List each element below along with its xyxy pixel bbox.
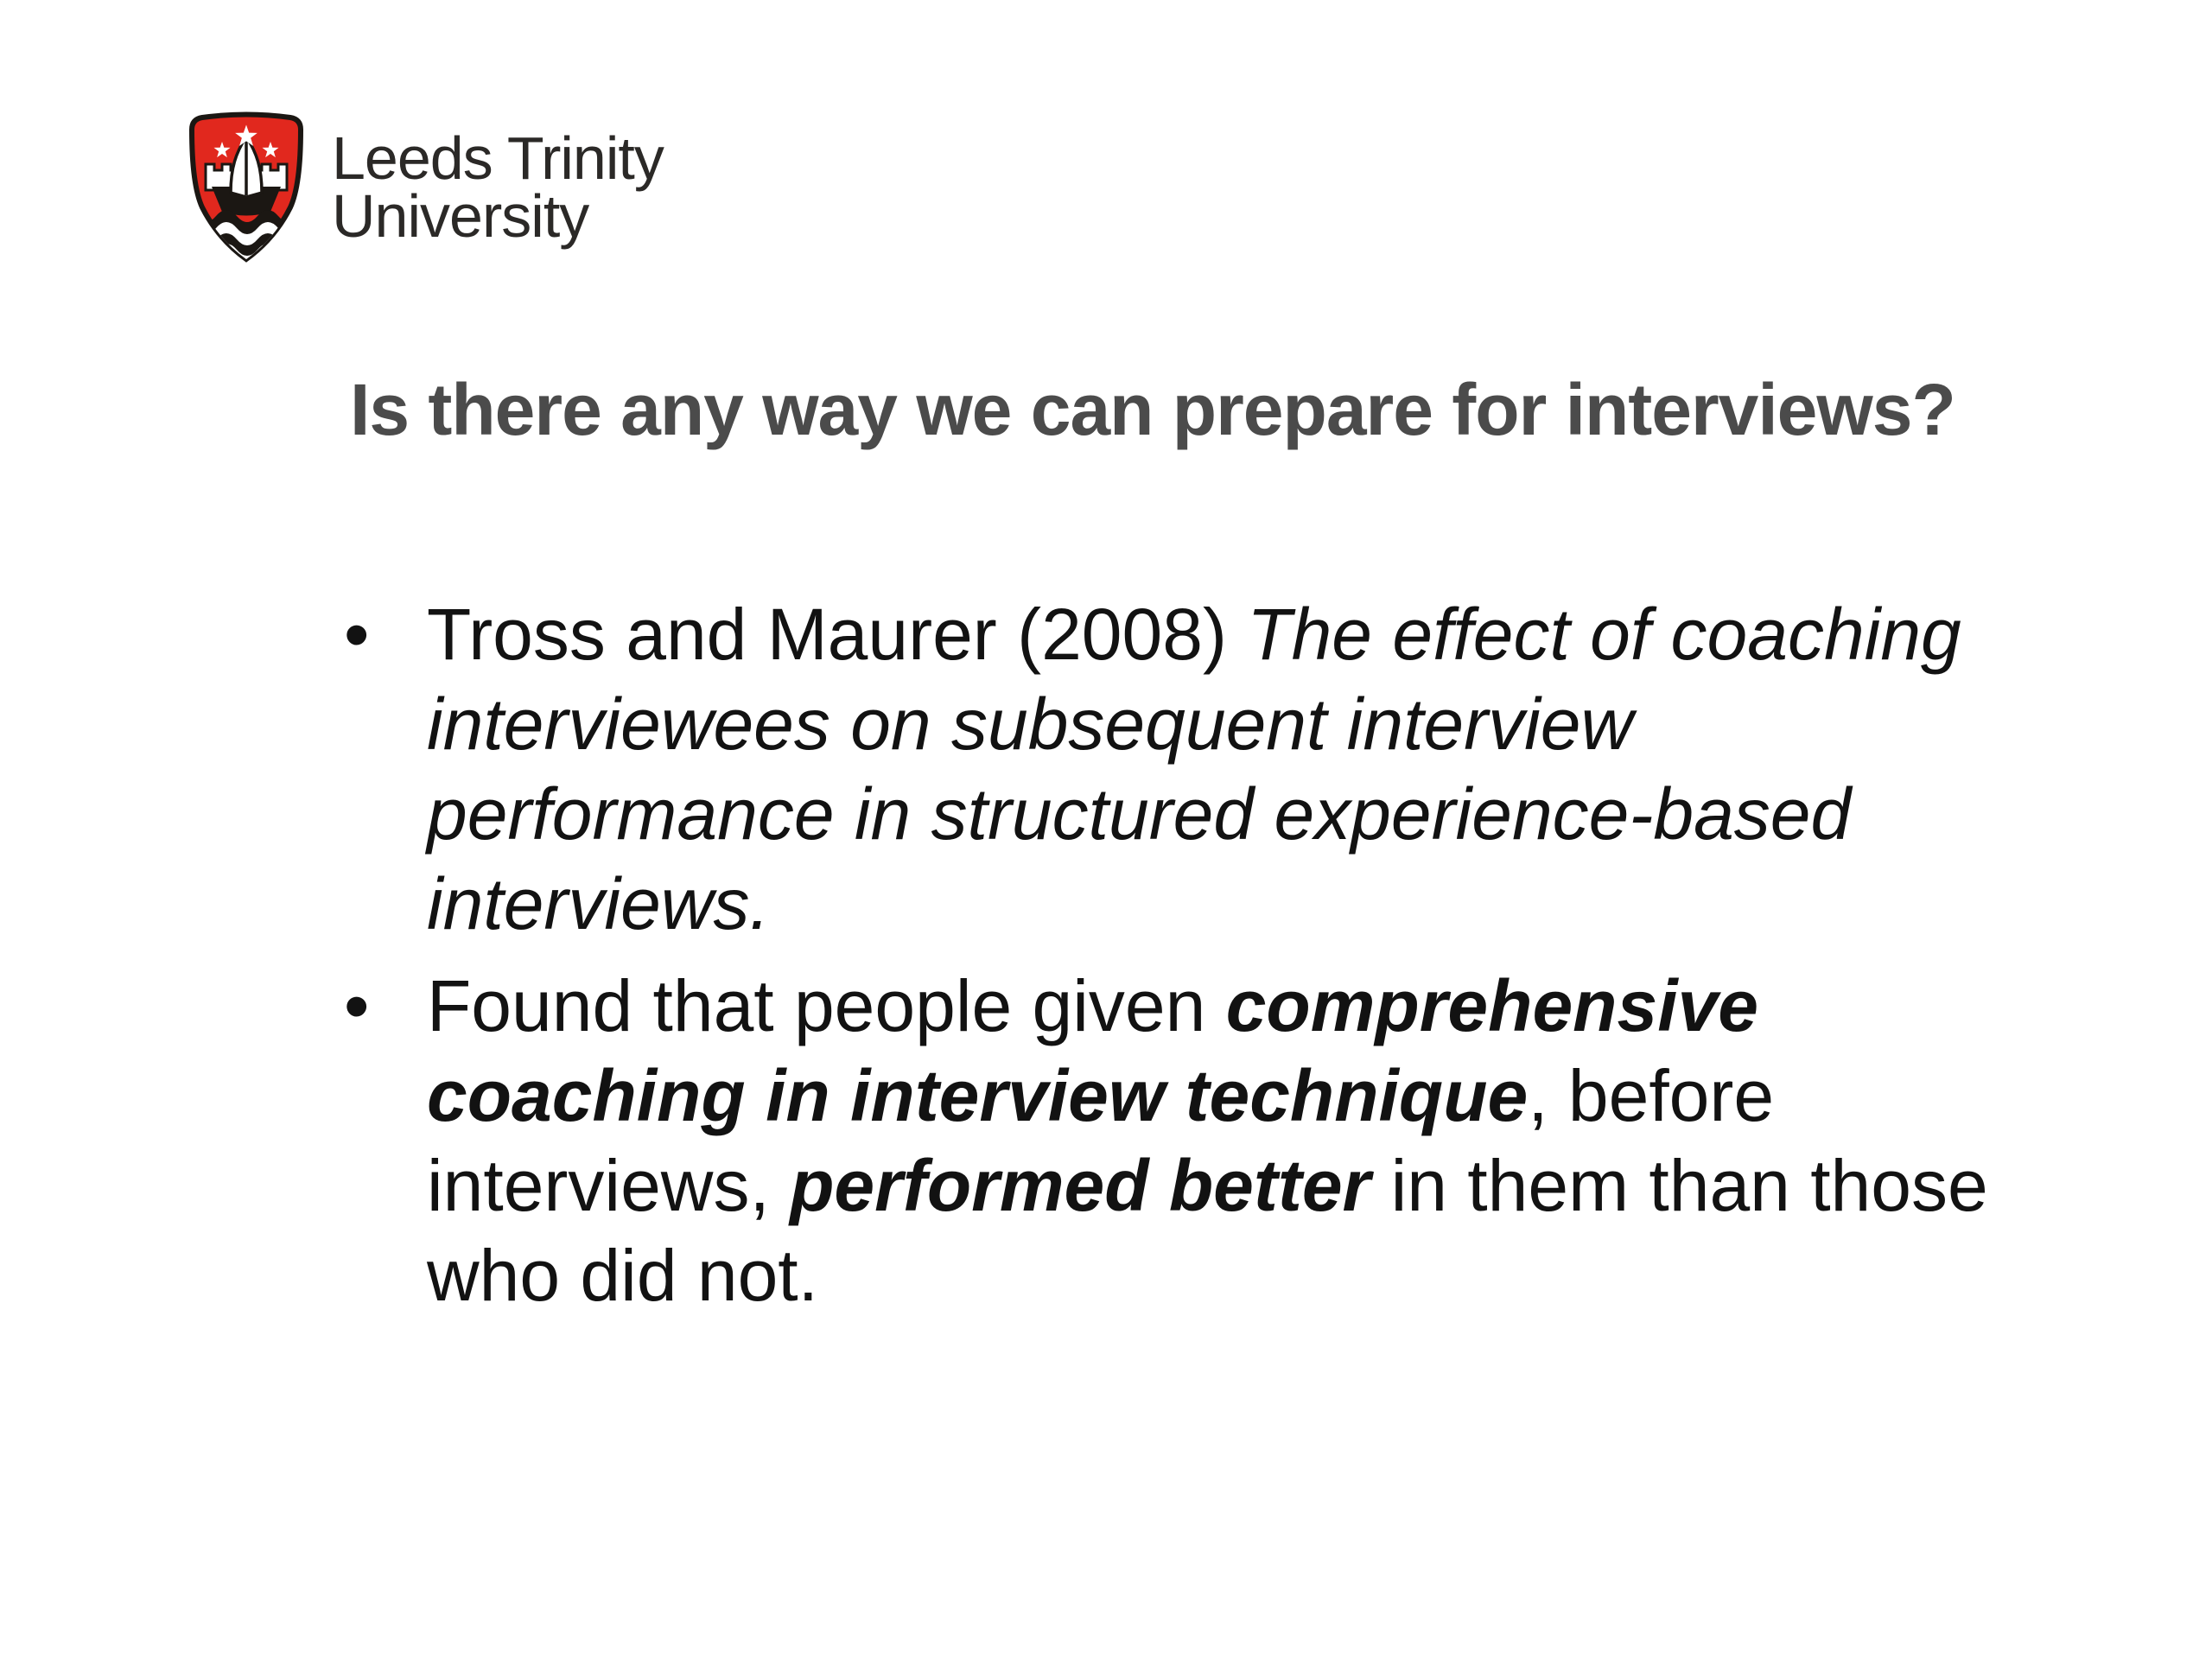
text-run: , before [1528,1055,1775,1136]
bullet-line [427,1141,1988,1230]
text-run: interviewees on subsequent interview [427,683,1634,765]
text-run: comprehensive [1225,965,1758,1046]
bullet-line [427,859,1961,949]
university-name [332,124,664,250]
bullet-text [427,589,1961,949]
text-run: in them than those [1370,1145,1988,1226]
bullet-list [344,589,1988,1320]
bullet-marker: • [344,965,370,1046]
text-run: who did not. [427,1235,818,1316]
text-run: interviews, [427,1145,791,1226]
text-run: interviews. [427,863,770,944]
bullet-line [427,679,1961,769]
bullet-item [344,961,1988,1320]
text-run: performance in structured experience-based [427,773,1852,855]
bullet-line [427,1230,1988,1320]
slide-title: Is there any way we can prepare for interviews? [350,369,1955,450]
text-run: Found that people given [427,965,1226,1046]
bullet-line [427,961,1988,1051]
university-crest-icon [183,111,309,264]
bullet-text [427,961,1988,1320]
university-name-line-1: Leeds Trinity [332,124,664,192]
university-logo [183,111,664,264]
text-run: Tross and Maurer (2008) [427,594,1248,675]
text-run: coaching in interview technique [427,1055,1529,1136]
bullet-marker: • [344,594,370,675]
bullet-line [427,1051,1988,1141]
text-run: The effect of coaching [1247,594,1961,675]
bullet-line [427,769,1961,859]
university-name-line-2: University [332,182,589,250]
bullet-line [427,589,1961,679]
text-run: performed better [790,1145,1371,1226]
bullet-item [344,589,1988,949]
